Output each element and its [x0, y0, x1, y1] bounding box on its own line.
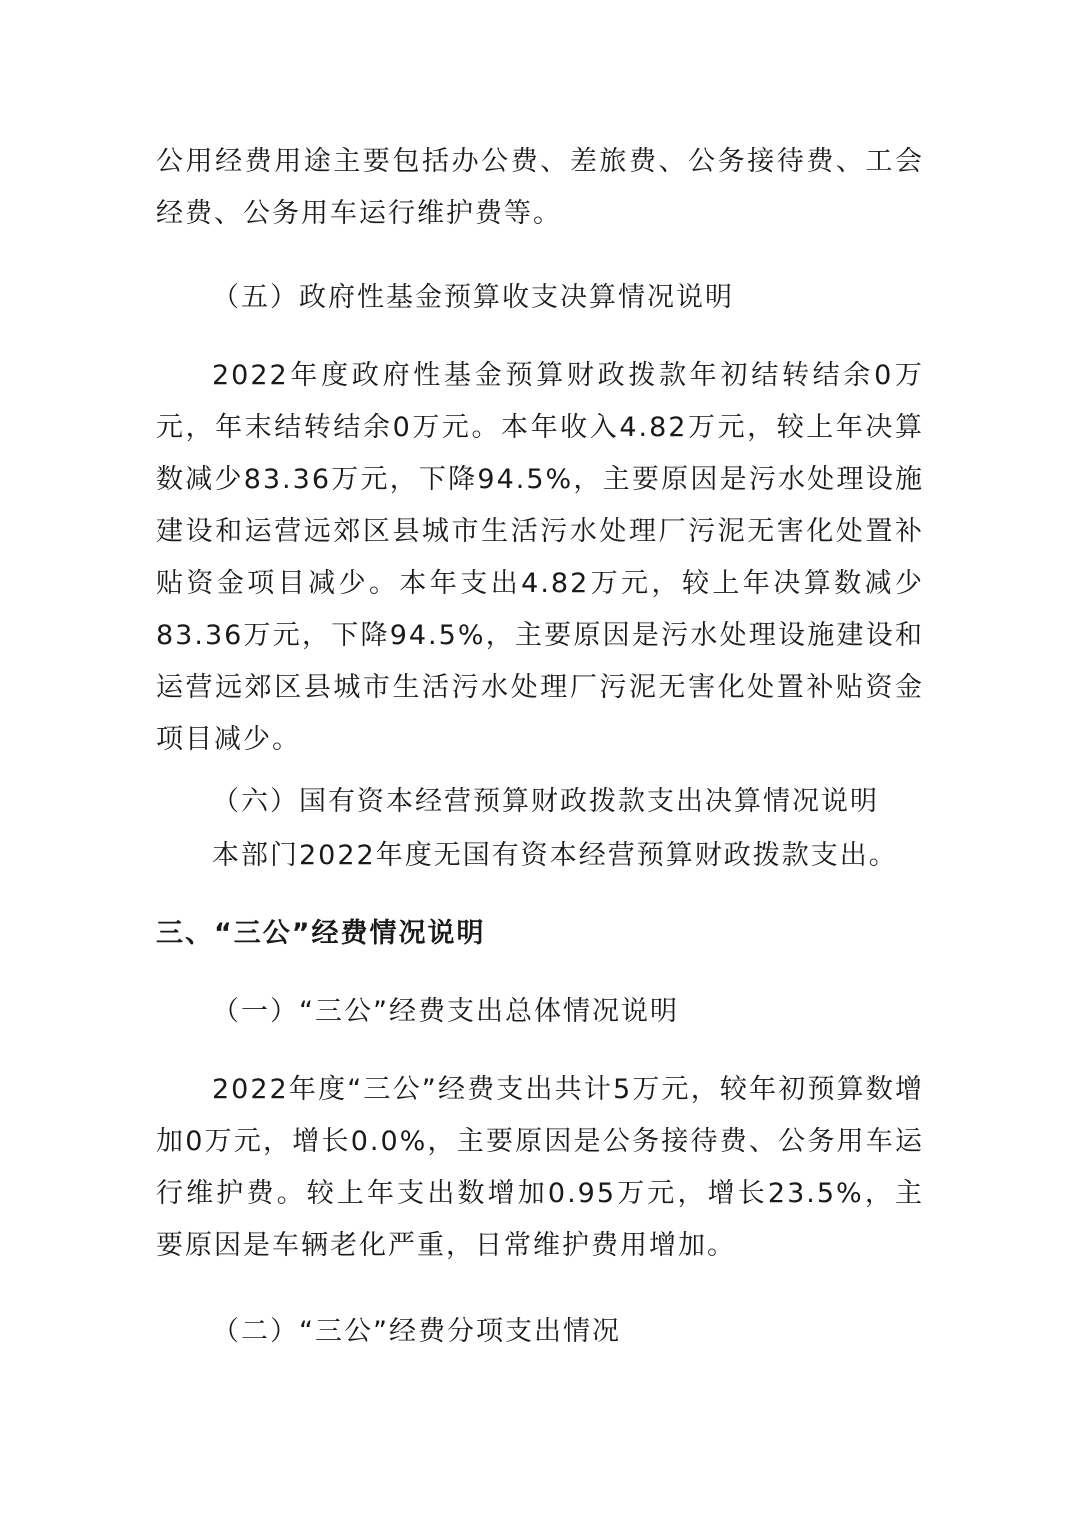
section-heading-three-public-itemized: （二）“三公”经费分项支出情况 [212, 1316, 621, 1347]
paragraph-three-public-overall-details: 2022年度“三公”经费支出共计5万元，较年初预算数增加0万元，增长0.0%，主要原因是公务接待费、公务用车运行维护费。较上年支出数增加0.95万元，增长23.5%，主要原因是车辆老化严重，日常维护费用增加。 [156, 1074, 924, 1261]
paragraph-public-expense-usage: 公用经费用途主要包括办公费、差旅费、公务接待费、工会经费、公务用车运行维护费等。 [156, 146, 924, 229]
section-heading-three-public-overall: （一）“三公”经费支出总体情况说明 [212, 996, 679, 1027]
chapter-heading-three-public-expenses: 三、“三公”经费情况说明 [156, 918, 486, 949]
paragraph-state-capital-details: 本部门2022年度无国有资本经营预算财政拨款支出。 [212, 840, 898, 871]
section-heading-government-fund: （五）政府性基金预算收支决算情况说明 [212, 282, 734, 313]
section-heading-state-capital: （六）国有资本经营预算财政拨款支出决算情况说明 [212, 786, 879, 817]
paragraph-government-fund-details: 2022年度政府性基金预算财政拨款年初结转结余0万元，年末结转结余0万元。本年收入4.82万元，较上年决算数减少83.36万元，下降94.5%，主要原因是污水处理设施建设和运营远郊区县城市生活污水处理厂污泥无害化处置补贴资金项目减少。本年支出4.82万元，较上年决算数减少83.36万元，下降94.5%，主要原因是污水处理设施建设和运营远郊区县城市生活污水处理厂污泥无害化处置补贴资金项目减少。 [156, 360, 924, 755]
